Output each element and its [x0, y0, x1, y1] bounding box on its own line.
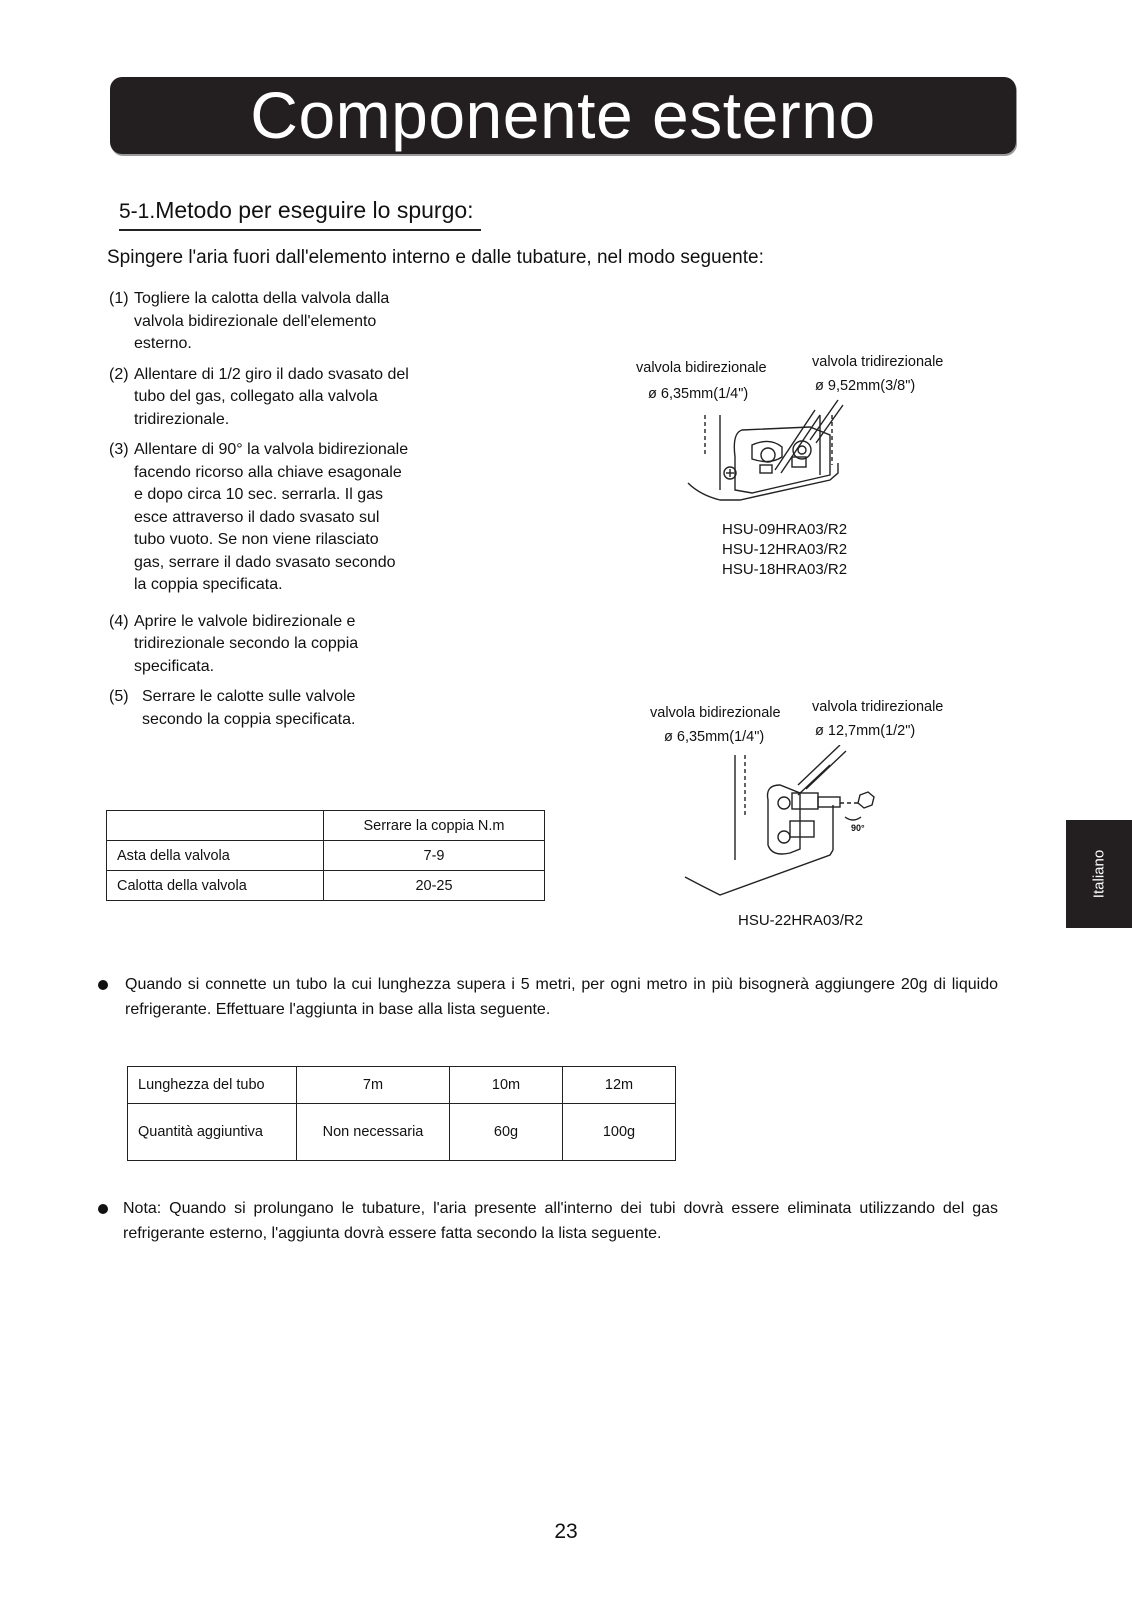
table-cell: 7-9 — [324, 841, 545, 871]
diagram1-three-way-size: ø 9,52mm(3/8") — [815, 378, 916, 394]
diagram2-model: HSU-22HRA03/R2 — [738, 912, 864, 929]
model-label: HSU-12HRA03/R2 — [722, 541, 848, 558]
step-number: (4) — [109, 612, 129, 630]
model-label: HSU-09HRA03/R2 — [722, 521, 848, 538]
diagram2-three-way-label: valvola tridirezionale — [812, 699, 944, 715]
step-1 — [109, 288, 409, 356]
step-text: Allentare di 90° la valvola bidirezionale facendo ricorso alla chiave esagonale e dopo circa 10 sec. serrarla. Il gas esce attraverso il dado svasato sul tubo vuoto. Se non viene rilasciato gas, serrare il dado svasato secondo la coppia specificata. — [134, 441, 409, 593]
intro-text: Spingere l'aria fuori dall'elemento interno e dalle tubature, nel modo seguente: — [107, 247, 764, 268]
extra-refrigerant-table — [127, 1066, 676, 1161]
table-row — [128, 1104, 676, 1161]
table-row — [107, 871, 545, 901]
diagram2-two-way-label: valvola bidirezionale — [650, 705, 781, 721]
diagram1-three-way-label: valvola tridirezionale — [812, 354, 944, 370]
section-heading-text: Metodo per eseguire lo spurgo: — [155, 197, 474, 223]
step-text: Serrare le calotte sulle valvole secondo la coppia specificata. — [142, 688, 356, 728]
diagram1-two-way-size: ø 6,35mm(1/4") — [648, 386, 749, 402]
torque-table — [106, 810, 545, 901]
step-4 — [109, 611, 409, 679]
step-number: (1) — [109, 290, 129, 307]
table-header-cell: Lunghezza del tubo — [128, 1067, 297, 1104]
table-cell: 20-25 — [324, 871, 545, 901]
table-cell: 12m — [563, 1067, 676, 1104]
table-cell: Calotta della valvola — [107, 871, 324, 901]
table-cell — [107, 811, 324, 841]
language-tab — [1066, 820, 1132, 928]
step-number: (2) — [109, 365, 129, 383]
table-row — [107, 841, 545, 871]
steps-list — [109, 288, 409, 739]
diagram1-models — [722, 520, 847, 580]
step-text: Allentare di 1/2 giro il dado svasato del tubo del gas, collegato alla valvola tridirezionale. — [134, 365, 409, 428]
section-heading — [119, 195, 481, 231]
diagram2-three-way-size: ø 12,7mm(1/2") — [815, 723, 916, 739]
table-header-cell: Quantità aggiuntiva — [128, 1104, 297, 1161]
table-cell: 60g — [450, 1104, 563, 1161]
step-text: Aprire le valvole bidirezionale e tridirezionale secondo la coppia specificata. — [134, 612, 359, 675]
table-cell: 100g — [563, 1104, 676, 1161]
valve-diagram-1 — [680, 395, 860, 510]
step-5 — [109, 686, 372, 731]
page-number: 23 — [554, 1520, 578, 1543]
diagram2-angle: 90° — [851, 823, 865, 833]
bullet-text: Nota: Quando si prolungano le tubature, l'aria presente all'interno dei tubi dovrà essere eliminata utilizzando del gas refrigerante esterno, l'aggiunta dovrà essere fatta secondo la lista seguente. — [123, 1200, 998, 1242]
table-cell: Asta della valvola — [107, 841, 324, 871]
step-text: Togliere la calotta della valvola dalla valvola bidirezionale dell'elemento esterno. — [134, 290, 390, 352]
step-number: (5) — [109, 688, 129, 705]
bullet-note-2 — [98, 1196, 998, 1246]
bullet-dot — [98, 1204, 108, 1214]
step-2 — [109, 364, 409, 432]
bullet-note-1 — [98, 972, 998, 1022]
table-row — [107, 811, 545, 841]
bullet-text: Quando si connette un tubo la cui lunghezza supera i 5 metri, per ogni metro in più bisognerà aggiungere 20g di liquido refrigerante. Effettuare l'aggiunta in base alla lista seguente. — [125, 976, 998, 1018]
table-cell: 7m — [297, 1067, 450, 1104]
language-tab-label: Italiano — [1090, 849, 1108, 899]
diagram2-two-way-size: ø 6,35mm(1/4") — [664, 729, 765, 745]
table-row — [128, 1067, 676, 1104]
bullet-dot — [98, 980, 108, 990]
step-number: (3) — [109, 441, 129, 458]
table-cell: 10m — [450, 1067, 563, 1104]
table-cell: Non necessaria — [297, 1104, 450, 1161]
diagram1-two-way-label: valvola bidirezionale — [636, 360, 767, 376]
model-label: HSU-18HRA03/R2 — [722, 561, 848, 578]
valve-diagram-2 — [680, 745, 900, 905]
page-title: Componente esterno — [110, 77, 1016, 154]
step-3 — [109, 439, 409, 597]
section-number: 5-1. — [119, 200, 156, 223]
table-header-cell: Serrare la coppia N.m — [324, 811, 545, 841]
